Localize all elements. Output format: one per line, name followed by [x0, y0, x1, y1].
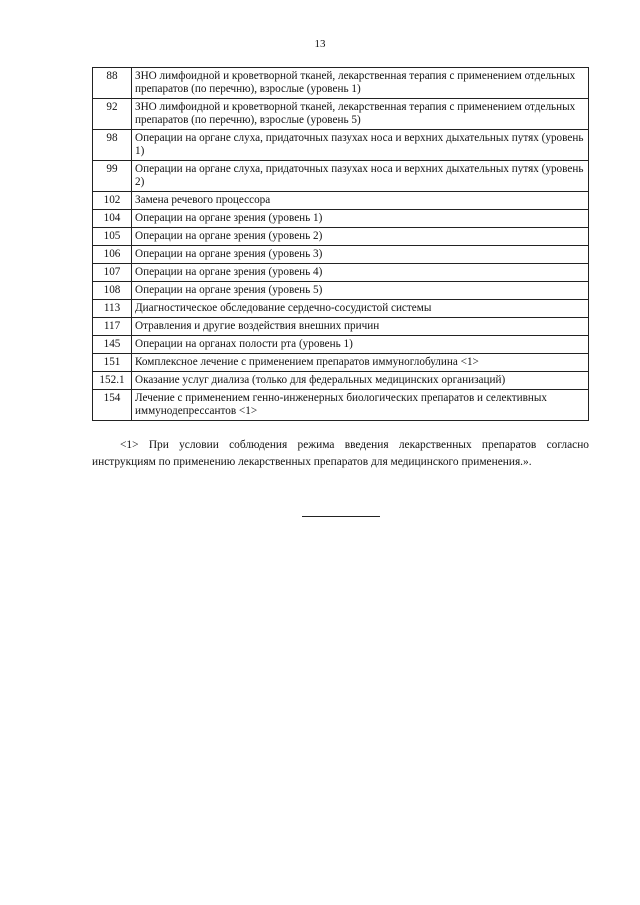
row-code: 88	[93, 68, 132, 99]
row-code: 107	[93, 264, 132, 282]
row-code: 98	[93, 130, 132, 161]
row-code: 104	[93, 210, 132, 228]
row-name: Оказание услуг диализа (только для федеральных медицинских организаций)	[132, 372, 589, 390]
row-code: 108	[93, 282, 132, 300]
table-row	[93, 318, 589, 336]
table-row	[93, 336, 589, 354]
row-code: 152.1	[93, 372, 132, 390]
row-code: 106	[93, 246, 132, 264]
row-name: Отравления и другие воздействия внешних причин	[132, 318, 589, 336]
table-row	[93, 264, 589, 282]
row-code: 117	[93, 318, 132, 336]
row-code: 92	[93, 99, 132, 130]
closing-rule	[302, 516, 380, 517]
row-code: 105	[93, 228, 132, 246]
table-row	[93, 161, 589, 192]
row-code: 113	[93, 300, 132, 318]
row-name: Операции на органе зрения (уровень 5)	[132, 282, 589, 300]
row-code: 145	[93, 336, 132, 354]
footnote-text: <1> При условии соблюдения режима введения лекарственных препаратов согласно инструкциям по применению лекарственных препаратов для медицинского применения.».	[92, 439, 589, 468]
row-code: 151	[93, 354, 132, 372]
row-name: Операции на органах полости рта (уровень 1)	[132, 336, 589, 354]
row-name: Комплексное лечение с применением препаратов иммуноглобулина <1>	[132, 354, 589, 372]
row-code: 154	[93, 390, 132, 421]
table-row	[93, 300, 589, 318]
table-row	[93, 246, 589, 264]
table-row	[93, 228, 589, 246]
row-name: Операции на органе слуха, придаточных пазухах носа и верхних дыхательных путях (уровень 1)	[132, 130, 589, 161]
row-name: ЗНО лимфоидной и кроветворной тканей, лекарственная терапия с применением отдельных препаратов (по перечню), взрослые (уровень 5)	[132, 99, 589, 130]
csg-table	[92, 67, 589, 421]
row-name: Операции на органе зрения (уровень 3)	[132, 246, 589, 264]
row-name: Лечение с применением генно-инженерных биологических препаратов и селективных иммунодепрессантов <1>	[132, 390, 589, 421]
row-code: 102	[93, 192, 132, 210]
row-name: Операции на органе зрения (уровень 1)	[132, 210, 589, 228]
page-number: 13	[314, 38, 326, 50]
table-row	[93, 130, 589, 161]
table-row	[93, 372, 589, 390]
row-name: Диагностическое обследование сердечно-сосудистой системы	[132, 300, 589, 318]
row-name: Операции на органе зрения (уровень 2)	[132, 228, 589, 246]
row-code: 99	[93, 161, 132, 192]
table-row	[93, 354, 589, 372]
table-row	[93, 390, 589, 421]
table-row	[93, 282, 589, 300]
row-name: Операции на органе зрения (уровень 4)	[132, 264, 589, 282]
row-name: Операции на органе слуха, придаточных пазухах носа и верхних дыхательных путях (уровень 2)	[132, 161, 589, 192]
table-row	[93, 192, 589, 210]
table-row	[93, 210, 589, 228]
row-name: Замена речевого процессора	[132, 192, 589, 210]
footnote	[92, 437, 589, 471]
table-row	[93, 99, 589, 130]
row-name: ЗНО лимфоидной и кроветворной тканей, лекарственная терапия с применением отдельных препаратов (по перечню), взрослые (уровень 1)	[132, 68, 589, 99]
table-row	[93, 68, 589, 99]
table-body	[93, 68, 589, 421]
